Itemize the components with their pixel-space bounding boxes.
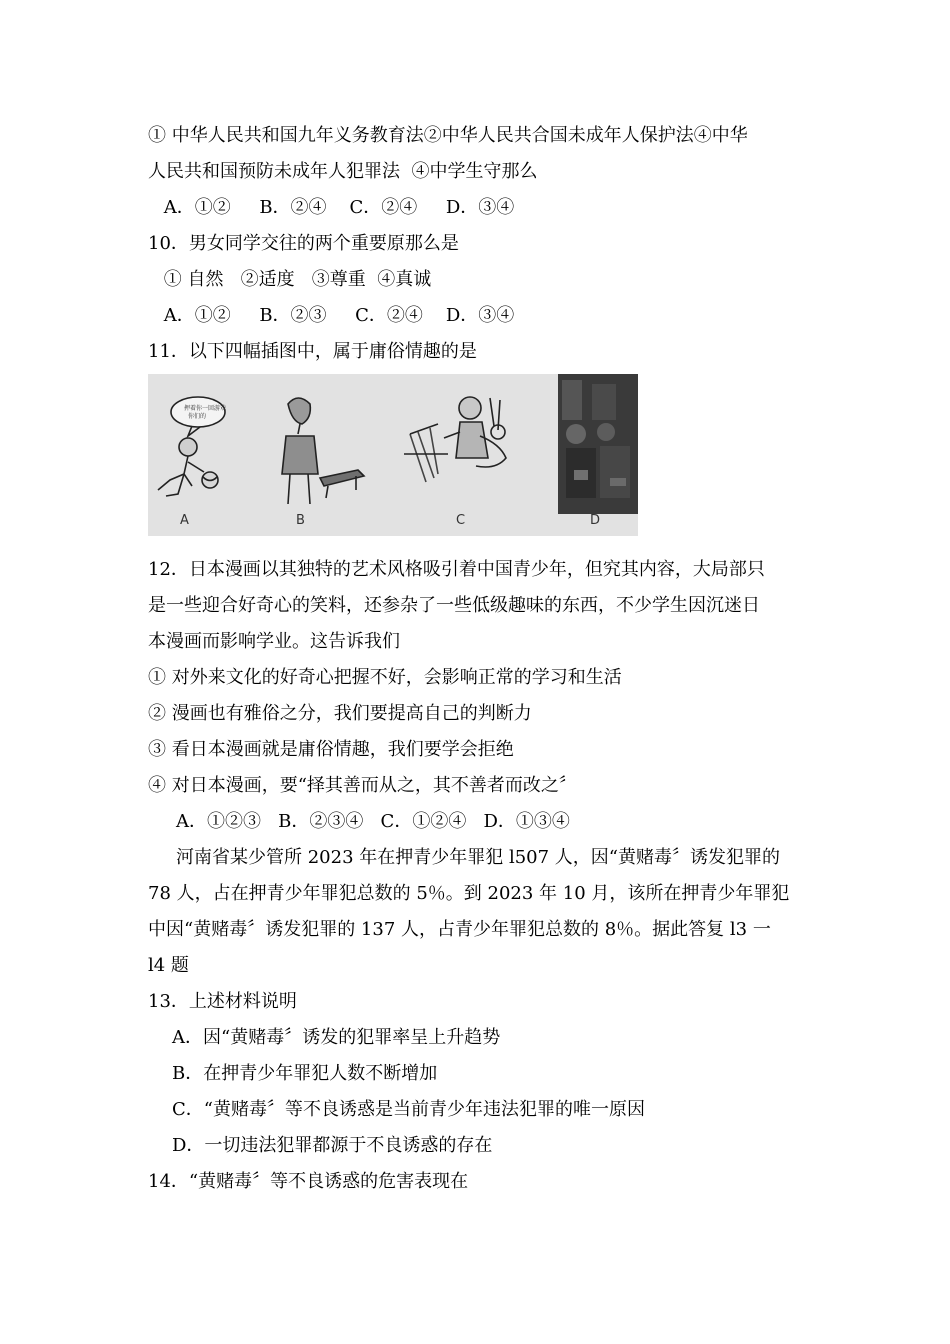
material-paragraph: 中因“黄赌毒〞诱发犯罪的 137 人，占青少年罪犯总数的 8％。据此答复 l3 一 [148, 919, 771, 940]
q13-option: A．因“黄赌毒〞诱发的犯罪率呈上升趋势 [172, 1027, 501, 1048]
answer-options-q9: A．①② B．②④ C．②④ D．③④ [158, 197, 515, 218]
q10-items: ① 自然 ②适度 ③尊重 ④真诚 [158, 269, 432, 290]
q12-item: ④ 对日本漫画，要“择其善而从之，其不善者而改之〞 [148, 775, 577, 796]
q12-item: ② 漫画也有雅俗之分，我们要提高自己的判断力 [148, 703, 532, 724]
answer-options-q10: A．①② B．②③ C．②④ D．③④ [158, 305, 515, 326]
answer-options-q12: A．①②③ B．②③④ C．①②④ D．①③④ [176, 811, 570, 832]
material-paragraph: 78 人，占在押青少年罪犯总数的 5％。到 2023 年 10 月，该所在押青少年罪犯 [148, 883, 790, 904]
question-11: 11．以下四幅插图中，属于庸俗情趣的是 [148, 341, 477, 362]
picture-label-c: C [456, 513, 466, 528]
question-12-stem: 12．日本漫画以其独特的艺术风格吸引着中国青少年，但究其内容，大局部只 [148, 559, 765, 580]
picture-label-b: B [296, 513, 305, 528]
q13-option: D．一切违法犯罪都源于不良诱惑的存在 [172, 1135, 493, 1156]
svg-text:押着你一回游戏: 押着你一回游戏 [184, 405, 227, 412]
material-paragraph: 河南省某少管所 2023 年在押青少年罪犯 l507 人，因“黄赌毒〞诱发犯罪的 [176, 847, 781, 868]
material-paragraph: l4 题 [148, 955, 189, 976]
illustration-panel [148, 374, 638, 536]
picture-label-d: D [590, 513, 601, 528]
exam-page [148, 118, 808, 1200]
question-14: 14．“黄赌毒〞等不良诱惑的危害表现在 [148, 1171, 469, 1192]
question-13: 13．上述材料说明 [148, 991, 297, 1012]
question-12-stem: 是一些迎合好奇心的笑料，还参杂了一些低级趣味的东西，不少学生因沉迷日 [148, 595, 760, 616]
q13-option: C．“黄赌毒〞等不良诱惑是当前青少年违法犯罪的唯一原因 [172, 1099, 645, 1120]
q12-item: ③ 看日本漫画就是庸俗情趣，我们要学会拒绝 [148, 739, 514, 760]
illustration-svg [148, 374, 638, 536]
picture-d-dark-scene [558, 374, 638, 514]
question-12-stem: 本漫画而影响学业。这告诉我们 [148, 631, 400, 652]
question-10: 10．男女同学交往的两个重要原那么是 [148, 233, 459, 254]
q13-option: B．在押青少年罪犯人数不断增加 [172, 1063, 438, 1084]
picture-label-a: A [180, 513, 189, 528]
text-line: 人民共和国预防未成年人犯罪法 ④中学生守那么 [148, 161, 538, 182]
q12-item: ① 对外来文化的好奇心把握不好，会影响正常的学习和生活 [148, 667, 622, 688]
svg-text:你们的: 你们的 [188, 413, 207, 420]
text-line: ① 中华人民共和国九年义务教育法②中华人民共合国未成年人保护法④中华 [148, 125, 748, 146]
